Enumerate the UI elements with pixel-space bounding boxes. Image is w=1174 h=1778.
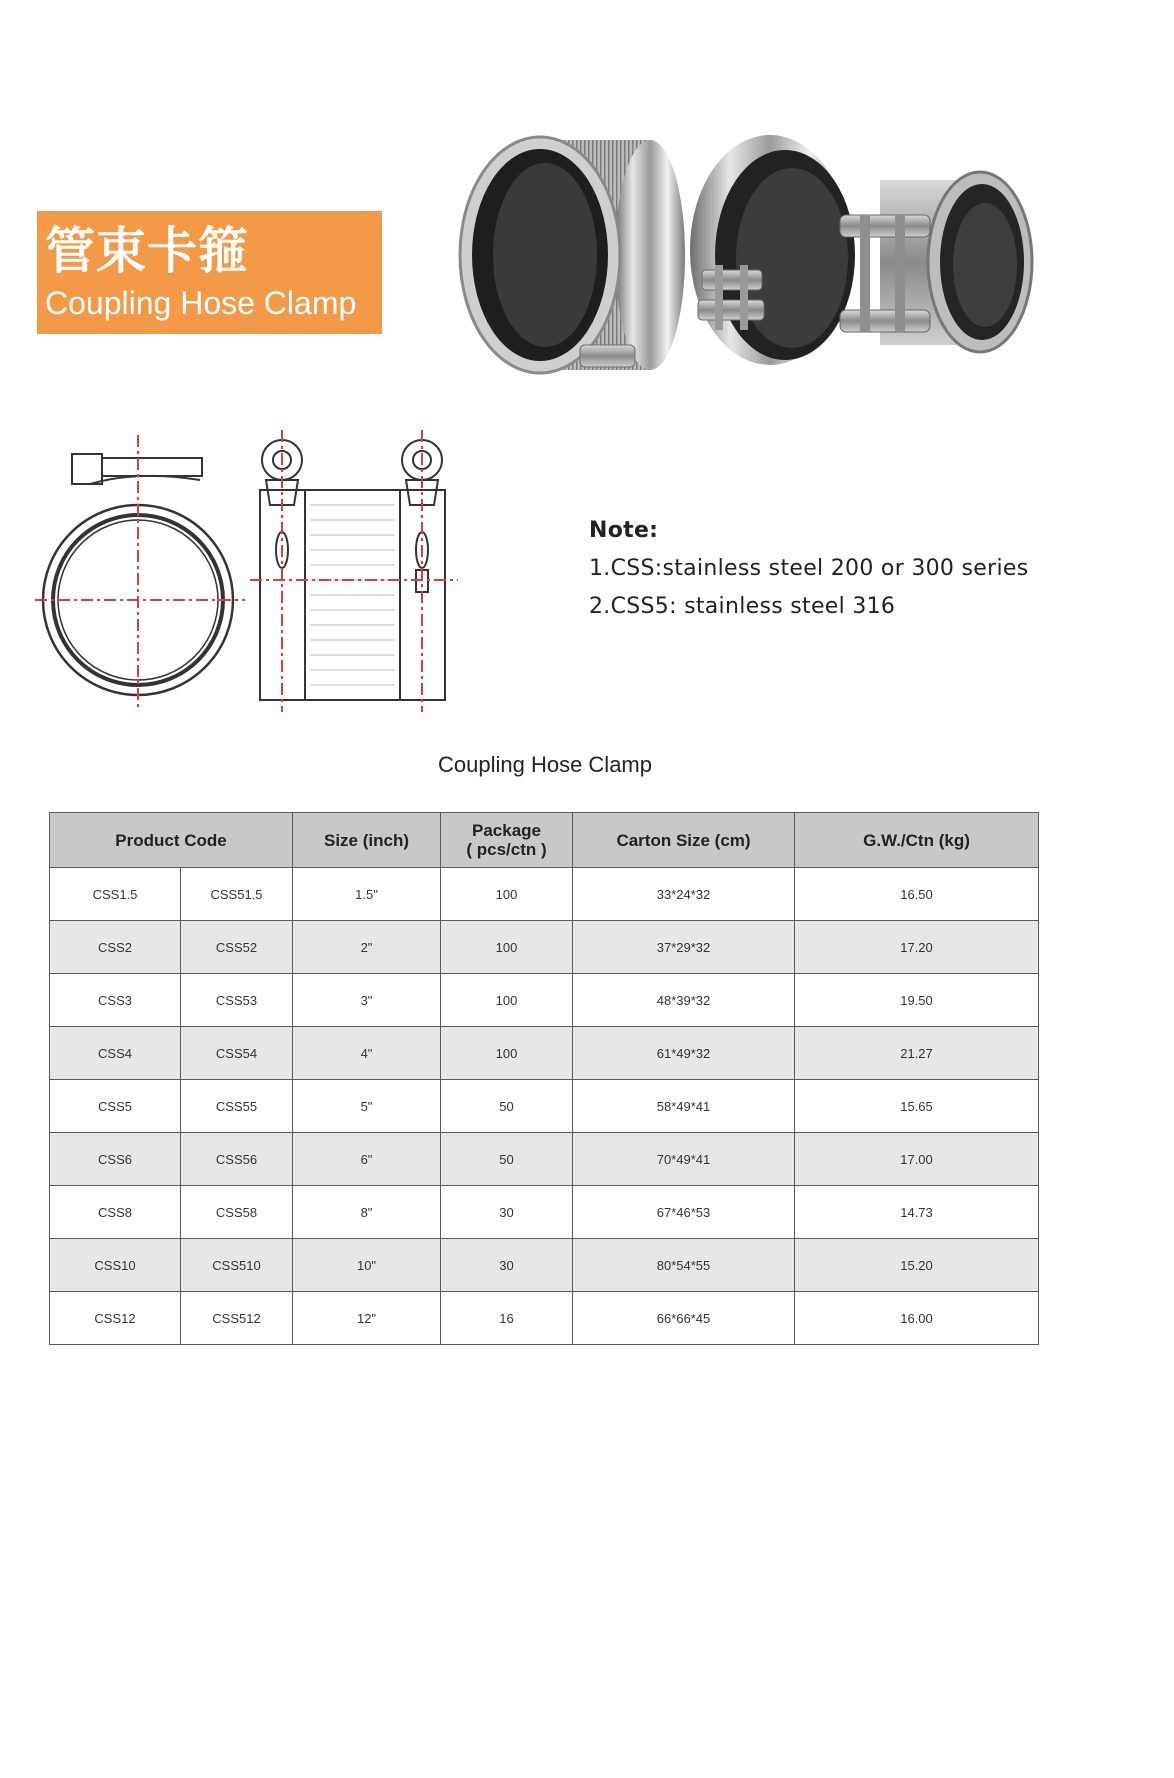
clamp-photo-3 [840, 172, 1032, 352]
banner-title-en: Coupling Hose Clamp [45, 285, 357, 321]
cell-carton: 37*29*32 [573, 921, 795, 974]
cell-gw: 16.00 [795, 1292, 1039, 1345]
cell-code-a: CSS5 [50, 1080, 181, 1133]
cell-size: 12" [293, 1292, 441, 1345]
header-package [441, 813, 573, 868]
cell-gw: 17.00 [795, 1133, 1039, 1186]
cell-size: 6" [293, 1133, 441, 1186]
table-row [50, 974, 1039, 1027]
cell-code-a: CSS3 [50, 974, 181, 1027]
table-row [50, 868, 1039, 921]
cell-carton: 67*46*53 [573, 1186, 795, 1239]
product-photo [440, 120, 1060, 410]
cell-package: 100 [441, 868, 573, 921]
cell-gw: 21.27 [795, 1027, 1039, 1080]
clamp-photo-2 [690, 135, 855, 365]
cell-package: 30 [441, 1239, 573, 1292]
note-title: Note: [589, 518, 659, 543]
product-banner [37, 211, 382, 334]
table-row [50, 1292, 1039, 1345]
cell-gw: 16.50 [795, 868, 1039, 921]
cell-gw: 15.65 [795, 1080, 1039, 1133]
clamp-photo-1 [460, 137, 685, 373]
cell-package: 30 [441, 1186, 573, 1239]
header-product-code: Product Code [50, 813, 293, 868]
cell-gw: 14.73 [795, 1186, 1039, 1239]
cell-code-b: CSS51.5 [181, 868, 293, 921]
header-size: Size (inch) [293, 813, 441, 868]
cell-size: 10" [293, 1239, 441, 1292]
cell-gw: 19.50 [795, 974, 1039, 1027]
cell-code-b: CSS56 [181, 1133, 293, 1186]
cell-size: 3" [293, 974, 441, 1027]
note-line-2: 2.CSS5: stainless steel 316 [589, 594, 896, 619]
cell-code-a: CSS12 [50, 1292, 181, 1345]
cell-package: 100 [441, 921, 573, 974]
cell-size: 4" [293, 1027, 441, 1080]
cell-carton: 66*66*45 [573, 1292, 795, 1345]
cell-code-a: CSS10 [50, 1239, 181, 1292]
table-title: Coupling Hose Clamp [438, 752, 652, 777]
table-row [50, 1080, 1039, 1133]
cell-carton: 58*49*41 [573, 1080, 795, 1133]
cell-carton: 61*49*32 [573, 1027, 795, 1080]
cell-code-a: CSS6 [50, 1133, 181, 1186]
cell-code-a: CSS1.5 [50, 868, 181, 921]
header-gw: G.W./Ctn (kg) [795, 813, 1039, 868]
cell-carton: 33*24*32 [573, 868, 795, 921]
cell-package: 50 [441, 1080, 573, 1133]
cell-code-a: CSS2 [50, 921, 181, 974]
material-note [589, 512, 1028, 626]
cell-code-b: CSS54 [181, 1027, 293, 1080]
front-view-drawing [260, 440, 445, 700]
table-row [50, 1027, 1039, 1080]
header-carton-size: Carton Size (cm) [573, 813, 795, 868]
cell-carton: 70*49*41 [573, 1133, 795, 1186]
cell-size: 5" [293, 1080, 441, 1133]
table-row [50, 1186, 1039, 1239]
cell-code-b: CSS53 [181, 974, 293, 1027]
cell-code-a: CSS8 [50, 1186, 181, 1239]
cell-size: 1.5" [293, 868, 441, 921]
spec-table [49, 812, 1039, 1345]
cell-carton: 48*39*32 [573, 974, 795, 1027]
cell-gw: 15.20 [795, 1239, 1039, 1292]
cell-code-b: CSS52 [181, 921, 293, 974]
cell-gw: 17.20 [795, 921, 1039, 974]
table-row [50, 921, 1039, 974]
header-package-line2: ( pcs/ctn ) [466, 840, 547, 859]
table-row [50, 1133, 1039, 1186]
header-package-line1: Package [472, 821, 542, 840]
cell-code-b: CSS55 [181, 1080, 293, 1133]
cell-package: 50 [441, 1133, 573, 1186]
cell-code-b: CSS512 [181, 1292, 293, 1345]
cell-carton: 80*54*55 [573, 1239, 795, 1292]
cell-code-a: CSS4 [50, 1027, 181, 1080]
cell-size: 8" [293, 1186, 441, 1239]
cell-code-b: CSS510 [181, 1239, 293, 1292]
banner-title-cn: 管束卡箍 [45, 222, 249, 280]
table-row [50, 1239, 1039, 1292]
table-header-row [50, 813, 1039, 868]
cell-package: 16 [441, 1292, 573, 1345]
cell-package: 100 [441, 974, 573, 1027]
technical-drawing [30, 430, 460, 715]
cell-code-b: CSS58 [181, 1186, 293, 1239]
cell-size: 2" [293, 921, 441, 974]
cell-package: 100 [441, 1027, 573, 1080]
note-line-1: 1.CSS:stainless steel 200 or 300 series [589, 556, 1029, 581]
